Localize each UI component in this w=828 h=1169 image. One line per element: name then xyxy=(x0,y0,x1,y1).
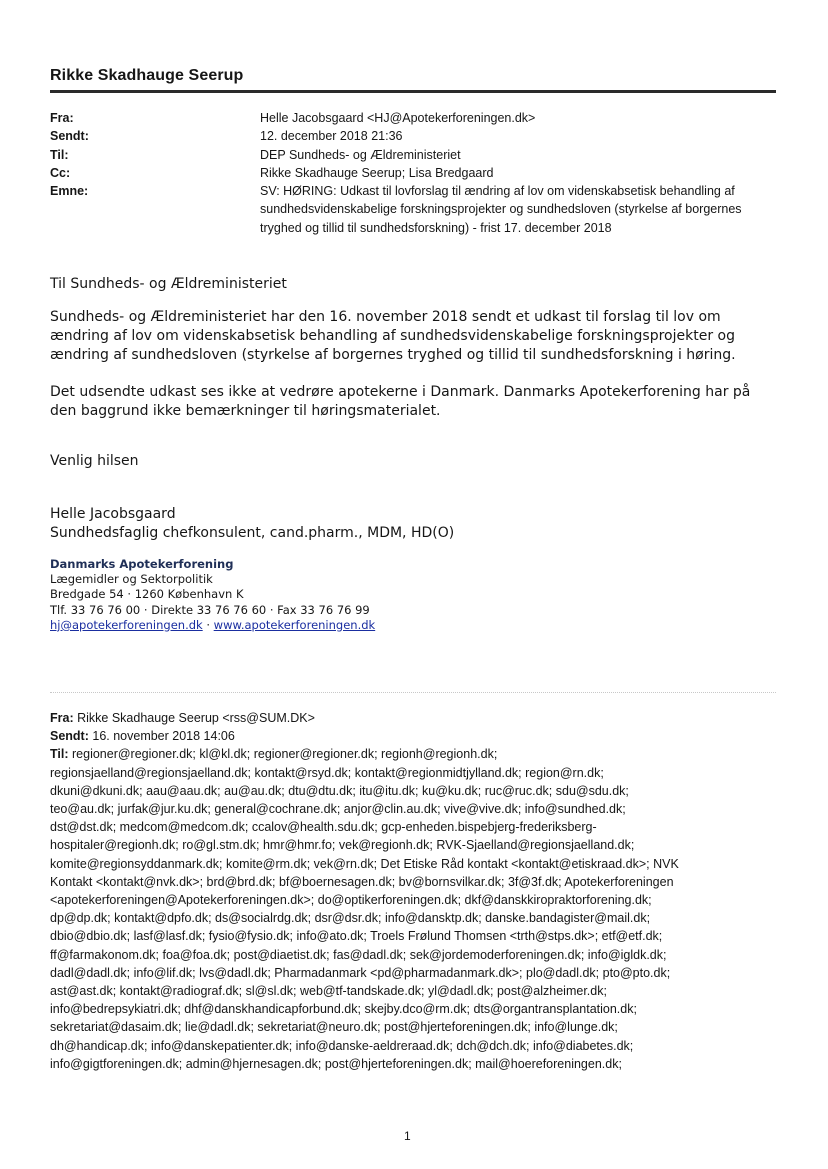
body-paragraph-2: Det udsendte udkast ses ikke at vedrøre apotekerne i Danmark. Danmarks Apotekerforening har på den baggrund ikke bemærkninger til høringsmaterialet. xyxy=(50,384,751,419)
header-sent-row xyxy=(50,127,780,145)
recipient-line: info@gigtforeningen.dk; admin@hjernesagen.dk; post@hjerteforeningen.dk; mail@hoereforeningen.dk; xyxy=(50,1056,622,1071)
forwarded-sent-row xyxy=(50,727,785,745)
cc-label: Cc: xyxy=(50,165,71,180)
link-separator: · xyxy=(202,617,214,632)
header-to-row xyxy=(50,146,780,164)
signature-title: Sundhedsfaglig chefkonsulent, cand.pharm., MDM, HD(O) xyxy=(50,525,455,541)
forwarded-from-label: Fra: xyxy=(50,711,74,725)
forwarded-from-row xyxy=(50,709,785,727)
recipient-line: komite@regionsyddanmark.dk; komite@rm.dk; vek@rn.dk; Det Etiske Råd kontakt <kontakt@etiskraad.dk>; NVK xyxy=(50,856,679,871)
from-value: Helle Jacobsgaard <HJ@Apotekerforeningen.dk> xyxy=(260,111,536,125)
forwarded-sent-value: 16. november 2018 14:06 xyxy=(88,729,235,744)
signature-name: Helle Jacobsgaard xyxy=(50,506,176,522)
greeting: Til Sundheds- og Ældreministeriet xyxy=(50,276,287,292)
body-paragraph-1: Sundheds- og Ældreministeriet har den 16. november 2018 sendt et udkast til forslag til lov om ændring af lov om videnskabsetisk behandling af sundhedsvidenskabelige forskningsprojekter og ændring af sundhedsloven (styrkelse af borgernes tryghed og tillid til sundhedsforskning i høring. xyxy=(50,309,736,363)
signature xyxy=(50,505,780,543)
forwarded-message-header xyxy=(50,709,785,1073)
recipient-line: regioner@regioner.dk; kl@kl.dk; regioner@regioner.dk; regionh@regionh.dk; xyxy=(68,747,498,762)
organization-links xyxy=(50,618,375,633)
recipient-line: info@bedrepsykiatri.dk; dhf@danskhandicapforbund.dk; skejby.dco@rm.dk; dts@organtransplantation.dk; xyxy=(50,1002,637,1017)
recipient-line: dbio@dbio.dk; lasf@lasf.dk; fysio@fysio.dk; info@ato.dk; Troels Frølund Thomsen <trth@stps.dk>; etf@etf.dk; xyxy=(50,929,663,944)
forward-separator xyxy=(50,692,776,693)
forwarded-to-row xyxy=(50,745,785,763)
to-label: Til: xyxy=(50,147,69,162)
organization-block xyxy=(50,557,375,633)
recipient-line: ast@ast.dk; kontakt@radiograf.dk; sl@sl.dk; web@tf-tandskade.dk; yl@dadl.dk; post@alzheimer.dk; xyxy=(50,984,607,999)
organization-address: Bredgade 54 · 1260 København K xyxy=(50,587,244,602)
recipient-line: dh@handicap.dk; info@danskepatienter.dk; info@danske-aeldreraad.dk; dch@dch.dk; info@diabetes.dk; xyxy=(50,1038,634,1053)
organization-phones: Tlf. 33 76 76 00 · Direkte 33 76 76 60 · Fax 33 76 76 99 xyxy=(50,602,370,617)
to-value: DEP Sundheds- og Ældreministeriet xyxy=(260,147,461,162)
email-header xyxy=(50,109,780,237)
organization-name: Danmarks Apotekerforening xyxy=(50,557,234,571)
forwarded-from-value: Rikke Skadhauge Seerup <rss@SUM.DK> xyxy=(73,711,315,725)
header-cc-row xyxy=(50,164,780,182)
mailbox-owner-name: Rikke Skadhauge Seerup xyxy=(50,67,244,84)
recipient-line: ff@farmakonom.dk; foa@foa.dk; post@diaetist.dk; fas@dadl.dk; sek@jordemoderforeningen.dk; info@igldk.dk; xyxy=(50,947,667,962)
website-link[interactable]: www.apotekerforeningen.dk xyxy=(213,617,376,632)
recipient-line: dp@dp.dk; kontakt@dpfo.dk; ds@socialrdg.dk; dsr@dsr.dk; info@dansktp.dk; danske.bandagister@mail.dk; xyxy=(50,911,651,926)
header-subject-row xyxy=(50,182,780,237)
recipient-line: dkuni@dkuni.dk; aau@aau.dk; au@au.dk; dtu@dtu.dk; itu@itu.dk; ku@ku.dk; ruc@ruc.dk; sdu@sdu.dk; xyxy=(50,783,629,798)
forwarded-to-label: Til: xyxy=(50,747,69,762)
email-link[interactable]: hj@apotekerforeningen.dk xyxy=(50,617,203,632)
header-rule xyxy=(50,90,776,93)
closing: Venlig hilsen xyxy=(50,453,139,469)
subject-value: SV: HØRING: Udkast til lovforslag til ændring af lov om videnskabsetisk behandling af sundhedsvidenskabelige forskningsprojekter og sundhedsloven (styrkelse af borgernes tryghed og tillid til sundhedsforskning) - frist 17. december 2018 xyxy=(260,184,742,235)
sent-label: Sendt: xyxy=(50,129,89,144)
recipient-line: dst@dst.dk; medcom@medcom.dk; ccalov@health.sdu.dk; gcp-enheden.bispebjerg-frederiksberg- xyxy=(50,820,597,835)
recipient-line: regionsjaelland@regionsjaelland.dk; kontakt@rsyd.dk; kontakt@regionmidtjylland.dk; region@rn.dk; xyxy=(50,765,604,780)
recipient-line: sekretariat@dasaim.dk; lie@dadl.dk; sekretariat@neuro.dk; post@hjerteforeningen.dk; info@lunge.dk; xyxy=(50,1020,618,1035)
recipient-line: <apotekerforeningen@Apotekerforeningen.dk>; do@optikerforeningen.dk; dkf@danskkiropraktorforening.dk; xyxy=(50,893,652,908)
recipient-line: dadl@dadl.dk; info@lif.dk; lvs@dadl.dk; Pharmadanmark <pd@pharmadanmark.dk>; plo@dadl.dk; pto@pto.dk; xyxy=(50,965,671,980)
from-label: Fra: xyxy=(50,111,74,125)
page-number: 1 xyxy=(404,1129,411,1143)
sent-value: 12. december 2018 21:36 xyxy=(260,129,403,144)
cc-value: Rikke Skadhauge Seerup; Lisa Bredgaard xyxy=(260,165,494,180)
forwarded-sent-label: Sendt: xyxy=(50,729,89,744)
subject-label: Emne: xyxy=(50,184,89,199)
organization-department: Lægemidler og Sektorpolitik xyxy=(50,572,213,587)
header-from-row xyxy=(50,109,780,127)
recipient-line: teo@au.dk; jurfak@jur.ku.dk; general@cochrane.dk; anjor@clin.au.dk; vive@vive.dk; info@sundhed.dk; xyxy=(50,802,626,817)
recipient-line: Kontakt <kontakt@nvk.dk>; brd@brd.dk; bf@boernesagen.dk; bv@bornsvilkar.dk; 3f@3f.dk; Apotekerforeningen xyxy=(50,874,674,889)
recipient-line: hospitaler@regionh.dk; ro@gl.stm.dk; hmr@hmr.fo; vek@regionh.dk; RVK-Sjaelland@regionsjaelland.dk; xyxy=(50,838,635,853)
